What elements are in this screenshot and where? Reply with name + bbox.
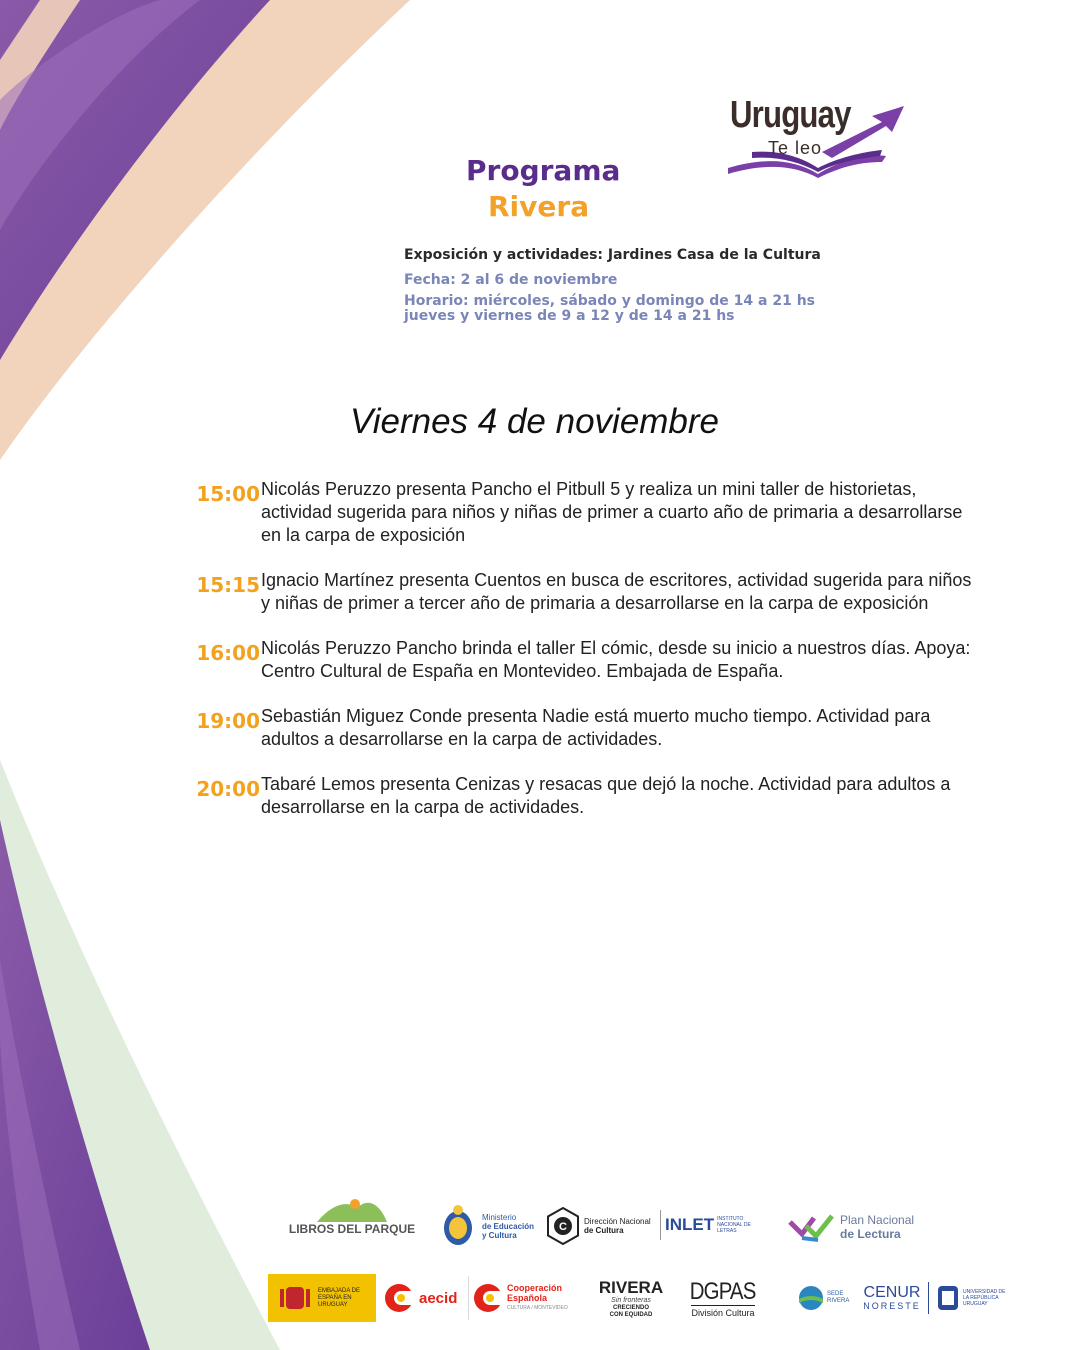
schedule-item xyxy=(190,773,980,819)
hexagon-c-icon xyxy=(546,1207,580,1245)
schedule-time: 16:00 xyxy=(196,641,260,665)
inlet-logo: INLET INSTITUTO NACIONAL DE LETRAS xyxy=(660,1210,757,1240)
cenur-noreste-logo: CENUR NORESTE xyxy=(863,1284,921,1311)
sede-icon xyxy=(798,1285,824,1311)
date-info: Fecha: 2 al 6 de noviembre xyxy=(404,272,618,288)
schedule-description: Tabaré Lemos presenta Cenizas y resacas que dejó la noche. Actividad para adultos a desarrollarse en la carpa de actividades. xyxy=(261,774,951,817)
sede-rivera-logo: SEDE RIVERA xyxy=(798,1280,856,1316)
plan-nacional-lectura-logo: Plan Nacional de Lectura xyxy=(788,1204,922,1250)
aecid-logo: aecid xyxy=(378,1274,466,1322)
udelar-crest-icon xyxy=(937,1285,959,1311)
schedule-time: 15:15 xyxy=(196,573,260,597)
aecid-icon xyxy=(384,1283,414,1313)
rivera-logo: RIVERA Sin fronteras CRECIENDO CON EQUIDAD xyxy=(598,1278,664,1318)
program-title: Programa xyxy=(466,154,621,187)
embajada-espana-logo: EMBAJADA DE ESPAÑA EN URUGUAY xyxy=(268,1274,376,1322)
schedule-description: Nicolás Peruzzo Pancho brinda el taller El cómic, desde su inicio a nuestros días. Apoya: Centro Cultural de España en Montevideo. Embajada de España. xyxy=(261,638,971,681)
spain-crest-icon xyxy=(276,1279,314,1317)
svg-text:C: C xyxy=(559,1221,567,1233)
venue-info: Exposición y actividades: Jardines Casa de la Cultura xyxy=(404,247,821,263)
schedule-item xyxy=(190,637,980,683)
libros-del-parque-logo: LIBROS DEL PARQUE xyxy=(298,1188,406,1244)
hills-icon xyxy=(317,1196,387,1222)
cooperacion-espanola-logo: Cooperación Española CULTURA / MONTEVIDEO xyxy=(468,1276,579,1320)
program-city: Rivera xyxy=(488,190,590,223)
schedule-time: 19:00 xyxy=(196,709,260,733)
dnc-logo: C Dirección Nacional de Cultura xyxy=(546,1206,656,1246)
schedule-list xyxy=(190,478,980,841)
udelar-logo: UNIVERSIDAD DE LA REPÚBLICA URUGUAY xyxy=(928,1282,1027,1314)
mec-logo: Ministerio de Educación y Cultura xyxy=(440,1204,540,1248)
schedule-item xyxy=(190,705,980,751)
coat-of-arms-icon xyxy=(440,1204,476,1248)
schedule-description: Ignacio Martínez presenta Cuentos en busca de escritores, actividad sugerida para niños y niñas de primer a tercer año de primaria a desarrollarse en la carpa de exposición xyxy=(261,570,972,613)
schedule-description: Sebastián Miguez Conde presenta Nadie está muerto mucho tiempo. Actividad para adultos a desarrollarse en la carpa de actividades. xyxy=(261,706,931,749)
hours-info: Horario: miércoles, sábado y domingo de 14 a 21 hs jueves y viernes de 9 a 12 y de 14 a 21 hs xyxy=(404,293,815,324)
logo-word: Uruguay xyxy=(730,94,851,136)
uruguay-te-leo-logo xyxy=(722,92,912,184)
schedule-time: 20:00 xyxy=(196,777,260,801)
day-title: Viernes 4 de noviembre xyxy=(350,402,720,441)
dgpas-logo: DGPAS División Cultura xyxy=(690,1277,756,1318)
check-marks-icon xyxy=(788,1212,834,1242)
cooperacion-icon xyxy=(473,1283,503,1313)
schedule-item xyxy=(190,569,980,615)
schedule-item xyxy=(190,478,980,547)
logo-sub: Te leo xyxy=(768,138,823,158)
schedule-time: 15:00 xyxy=(196,482,260,506)
schedule-description: Nicolás Peruzzo presenta Pancho el Pitbull 5 y realiza un mini taller de historietas, actividad sugerida para niños y niñas de primer a cuarto año de primaria a desarrollarse en la carpa de exposición xyxy=(261,479,963,545)
